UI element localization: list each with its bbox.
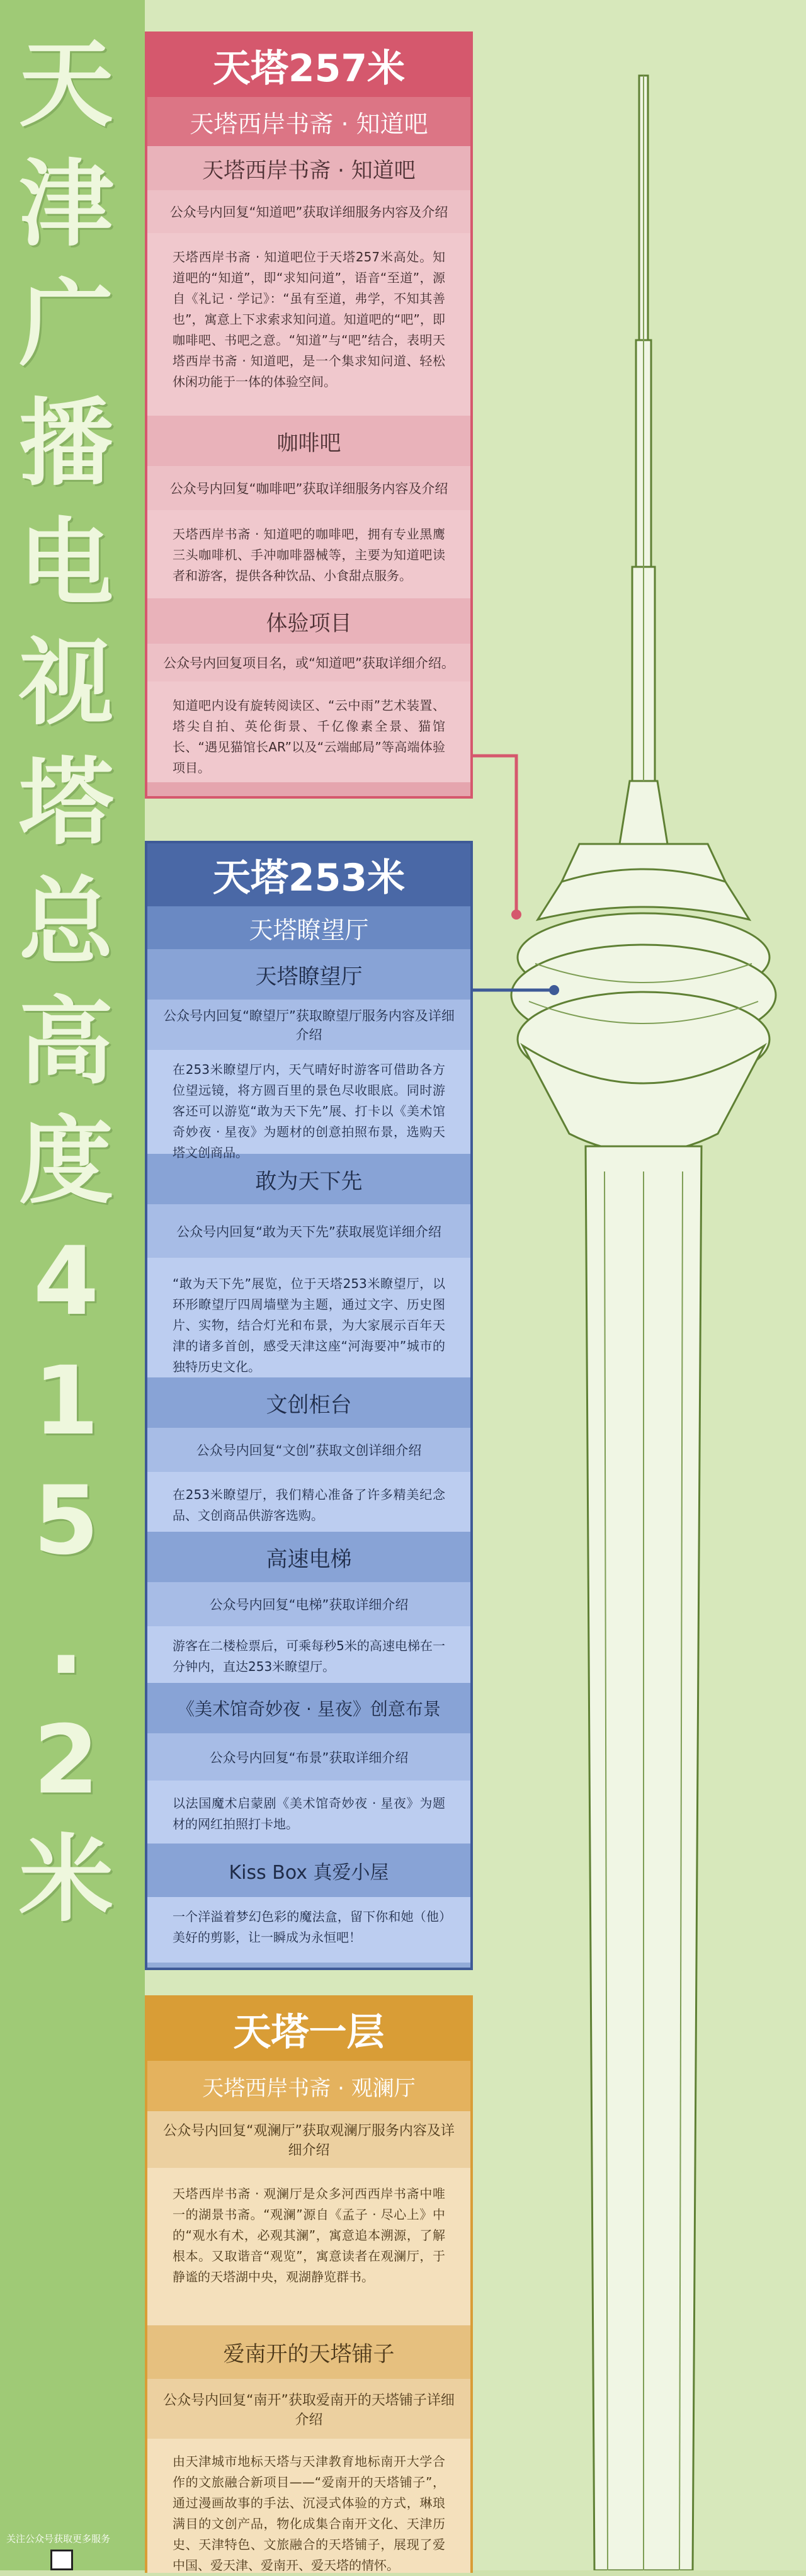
item-heading-elevator: 高速电梯 xyxy=(147,1532,470,1582)
vertical-title-char: 津 xyxy=(18,150,113,259)
item-heading-experience: 体验项目 xyxy=(147,598,470,644)
item-heading-zhidaoba: 天塔西岸书斋 · 知道吧 xyxy=(147,146,470,190)
item-note: 公众号内回复“电梯”获取详细介绍 xyxy=(147,1582,470,1626)
vertical-title-char: 天 xyxy=(18,30,113,140)
item-description: 天塔西岸书斋 · 知道吧位于天塔257米高处。知道吧的“知道”，即“求知问道”，语音“至道”，源自《礼记 · 学记》：“虽有至道，弗学，不知其善也”，寓意上下求索求知问道。知道吧的“吧”，即咖啡吧、书吧之意。“知道”与“吧”结合，表明天塔西岸书斋 · 知道吧，是一个集求知问道、轻松休闲功能于一体的体验空间。 xyxy=(147,233,470,416)
section-subtitle: 天塔西岸书斋 · 观澜厅 xyxy=(147,2061,470,2111)
vertical-title-char: 高 xyxy=(18,988,113,1097)
item-description: 以法国魔术启蒙剧《美术馆奇妙夜 · 星夜》为题材的网红拍照打卡地。 xyxy=(147,1781,470,1844)
item-note: 公众号内回复“敢为天下先”获取展览详细介绍 xyxy=(147,1204,470,1258)
item-description: 知道吧内设有旋转阅读区、“云中雨”艺术装置、塔尖自拍、英伦街景、千亿像素全景、猫馆长、“遇见猫馆长AR”以及“云端邮局”等高端体验项目。 xyxy=(147,681,470,782)
item-note: 公众号内回复“瞭望厅”获取瞭望厅服务内容及详细介绍 xyxy=(147,1000,470,1050)
item-description: 在253米瞭望厅内，天气晴好时游客可借助各方位望远镜，将方圆百里的景色尽收眼底。同时游客还可以游览“敢为天下先”展、打卡以《美术馆奇妙夜 · 星夜》为题材的创意拍照布景，选购天塔文创商品。 xyxy=(147,1050,470,1154)
item-note: 公众号内回复“南开”获取爱南开的天塔铺子详细介绍 xyxy=(147,2379,470,2439)
footer-caption: 关注公众号获取更多服务 xyxy=(6,2533,111,2545)
vertical-title-char: . xyxy=(48,1586,84,1695)
item-heading-starry-night: 《美术馆奇妙夜 · 星夜》创意布景 xyxy=(147,1683,470,1733)
qr-code-icon[interactable] xyxy=(50,2550,73,2570)
item-description: 游客在二楼检票后，可乘每秒5米的高速电梯在一分钟内，直达253米瞭望厅。 xyxy=(147,1626,470,1683)
vertical-title-char: 视 xyxy=(18,629,113,738)
item-heading-observation: 天塔瞭望厅 xyxy=(147,949,470,1000)
item-description: 天塔西岸书斋 · 知道吧的咖啡吧，拥有专业黑鹰三头咖啡机、手冲咖啡器械等，主要为知道吧读者和游客，提供各种饮品、小食甜点服务。 xyxy=(147,510,470,598)
vertical-title-char: 米 xyxy=(18,1825,113,1935)
item-note: 公众号内回复“布景”获取详细介绍 xyxy=(147,1733,470,1781)
section-257m xyxy=(145,31,473,799)
item-heading-exhibition: 敢为天下先 xyxy=(147,1154,470,1204)
item-note: 公众号内回复“咖啡吧”获取详细服务内容及介绍 xyxy=(147,466,470,510)
vertical-title xyxy=(13,25,120,1940)
vertical-title-char: 广 xyxy=(18,270,113,379)
tv-tower-illustration xyxy=(479,63,806,2570)
item-note: 公众号内回复“文创”获取文创详细介绍 xyxy=(147,1428,470,1472)
vertical-title-char: 2 xyxy=(33,1706,99,1815)
vertical-title-char: 4 xyxy=(33,1227,99,1336)
connector-lines xyxy=(466,749,567,1014)
item-note: 公众号内回复“观澜厅”获取观澜厅服务内容及详细介绍 xyxy=(147,2111,470,2168)
section-title-253m: 天塔253米 xyxy=(147,843,470,906)
item-description: 一个洋溢着梦幻色彩的魔法盒，留下你和她（他）美好的剪影，让一瞬成为永恒吧！ xyxy=(147,1897,470,1963)
item-description: “敢为天下先”展览，位于天塔253米瞭望厅，以环形瞭望厅四周墙壁为主题，通过文字、历史图片、实物，结合灯光和布景，为大家展示百年天津的诸多首创，感受天津这座“河海要冲”城市的独特历史文化。 xyxy=(147,1258,470,1377)
vertical-title-char: 5 xyxy=(33,1466,99,1576)
item-heading-cafe: 咖啡吧 xyxy=(147,416,470,466)
vertical-title-char: 1 xyxy=(33,1347,99,1456)
item-description: 在253米瞭望厅，我们精心准备了许多精美纪念品、文创商品供游客选购。 xyxy=(147,1472,470,1532)
vertical-title-char: 播 xyxy=(18,389,113,499)
section-subtitle: 天塔西岸书斋 · 知道吧 xyxy=(147,97,470,146)
vertical-title-char: 电 xyxy=(18,509,113,618)
item-heading-kissbox: Kiss Box 真爱小屋 xyxy=(147,1844,470,1897)
item-heading-nankai: 爱南开的天塔铺子 xyxy=(147,2325,470,2379)
section-subtitle: 天塔瞭望厅 xyxy=(147,906,470,949)
vertical-title-char: 总 xyxy=(18,868,113,977)
vertical-title-char: 塔 xyxy=(18,748,113,858)
section-253m xyxy=(145,841,473,1970)
item-note: 公众号内回复“知道吧”获取详细服务内容及介绍 xyxy=(147,190,470,233)
section-ground-floor xyxy=(145,1995,473,2573)
item-note: 公众号内回复项目名，或“知道吧”获取详细介绍。 xyxy=(147,644,470,681)
item-description: 天塔西岸书斋 · 观澜厅是众多河西西岸书斋中唯一的湖景书斋。“观澜”源自《孟子 · 尽心上》中的“观水有术，必观其澜”，寓意追本溯源，了解根本。又取谐音“观览”，寓意读者在观澜厅，于静谧的天塔湖中央，观湖静览群书。 xyxy=(147,2168,470,2325)
vertical-title-char: 度 xyxy=(18,1107,113,1217)
section-title-257m: 天塔257米 xyxy=(147,34,470,97)
item-description: 由天津城市地标天塔与天津教育地标南开大学合作的文旅融合新项目——“爱南开的天塔铺子”，通过漫画故事的手法、沉浸式体验的方式，琳琅满目的文创产品，物化成集合南开文化、天津历史、天津特色、文旅融合的天塔铺子，展现了爱中国、爱天津、爱南开、爱天塔的情怀。 xyxy=(147,2439,470,2573)
item-heading-shop: 文创柜台 xyxy=(147,1377,470,1428)
section-title-ground-floor: 天塔一层 xyxy=(147,1998,470,2061)
